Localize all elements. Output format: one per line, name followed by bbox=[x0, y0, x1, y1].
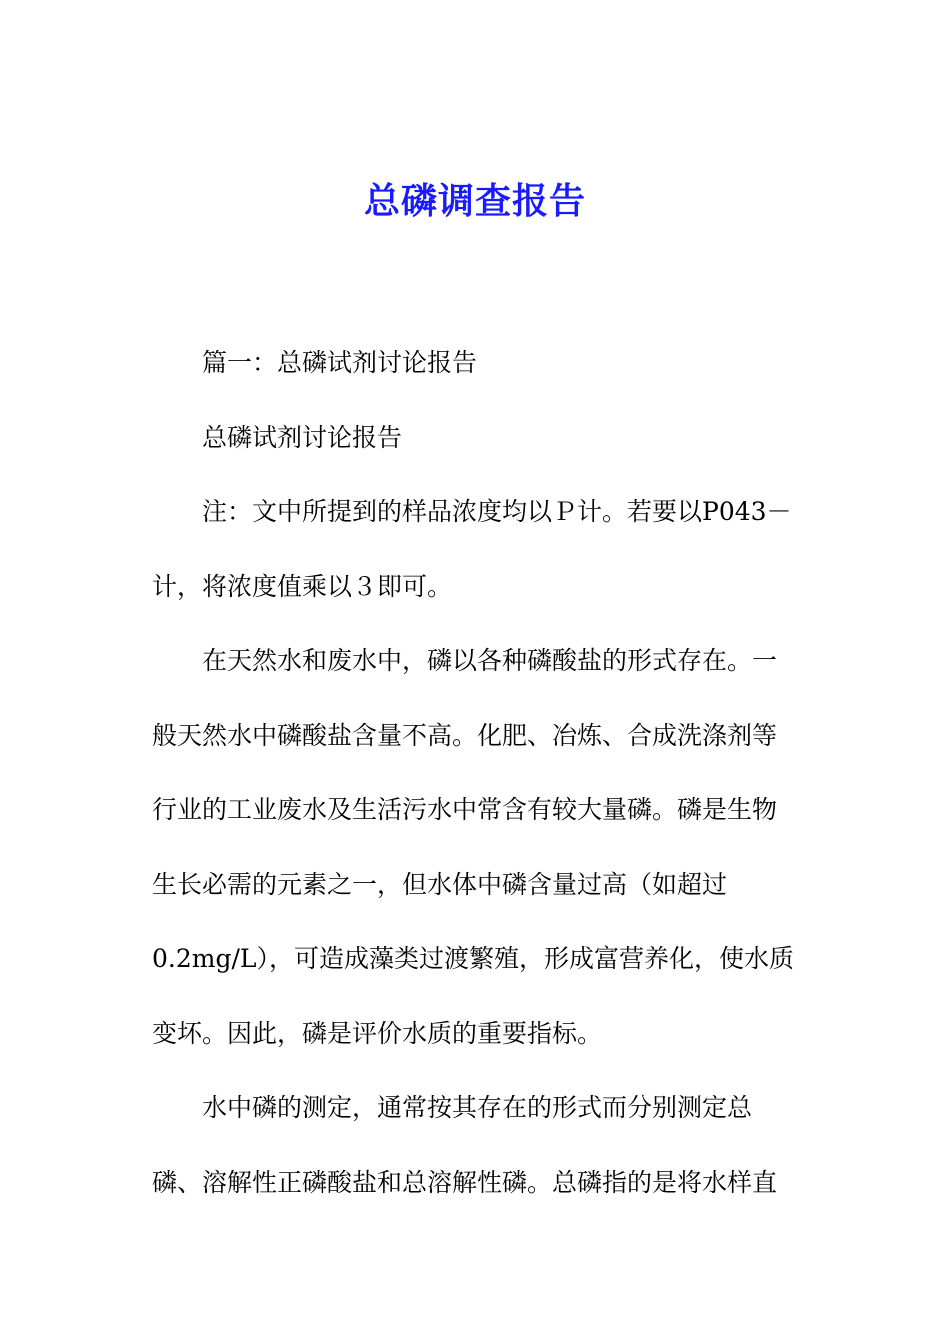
text-line: 行业的工业废水及生活污水中常含有较大量磷。磷是生物 bbox=[152, 795, 778, 824]
text-line: 水中磷的测定，通常按其存在的形式而分别测定总 bbox=[202, 1093, 753, 1122]
text-line: 般天然水中磷酸盐含量不高。化肥、冶炼、合成洗涤剂等 bbox=[152, 720, 778, 750]
text-line: 总磷试剂讨论报告 bbox=[202, 422, 403, 452]
text-line: 计，将浓度值乘以３即可。 bbox=[152, 571, 453, 601]
text-line: 在天然水和废水中，磷以各种磷酸盐的形式存在。一 bbox=[202, 646, 778, 675]
paragraph-4 bbox=[152, 624, 802, 1071]
text-line: 磷、溶解性正磷酸盐和总溶解性磷。总磷指的是将水样直 bbox=[152, 1167, 778, 1197]
text-line: 变坏。因此，磷是评价水质的重要指标。 bbox=[152, 1018, 603, 1048]
paragraph-1 bbox=[152, 326, 802, 401]
paragraph-2 bbox=[152, 401, 802, 476]
document-title: 总磷调查报告 bbox=[363, 181, 586, 222]
text-line: 注：文中所提到的样品浓度均以Ｐ计。若要以P043－ bbox=[202, 497, 792, 526]
document-body bbox=[152, 326, 802, 1220]
paragraph-3 bbox=[152, 475, 802, 624]
text-line: 篇一：总磷试剂讨论报告 bbox=[202, 348, 478, 377]
text-line: 0.2mg/L），可造成藻类过渡繁殖，形成富营养化，使水质 bbox=[152, 944, 794, 973]
paragraph-5 bbox=[152, 1071, 802, 1220]
text-line: 生长必需的元素之一，但水体中磷含量过高（如超过 bbox=[152, 869, 728, 899]
